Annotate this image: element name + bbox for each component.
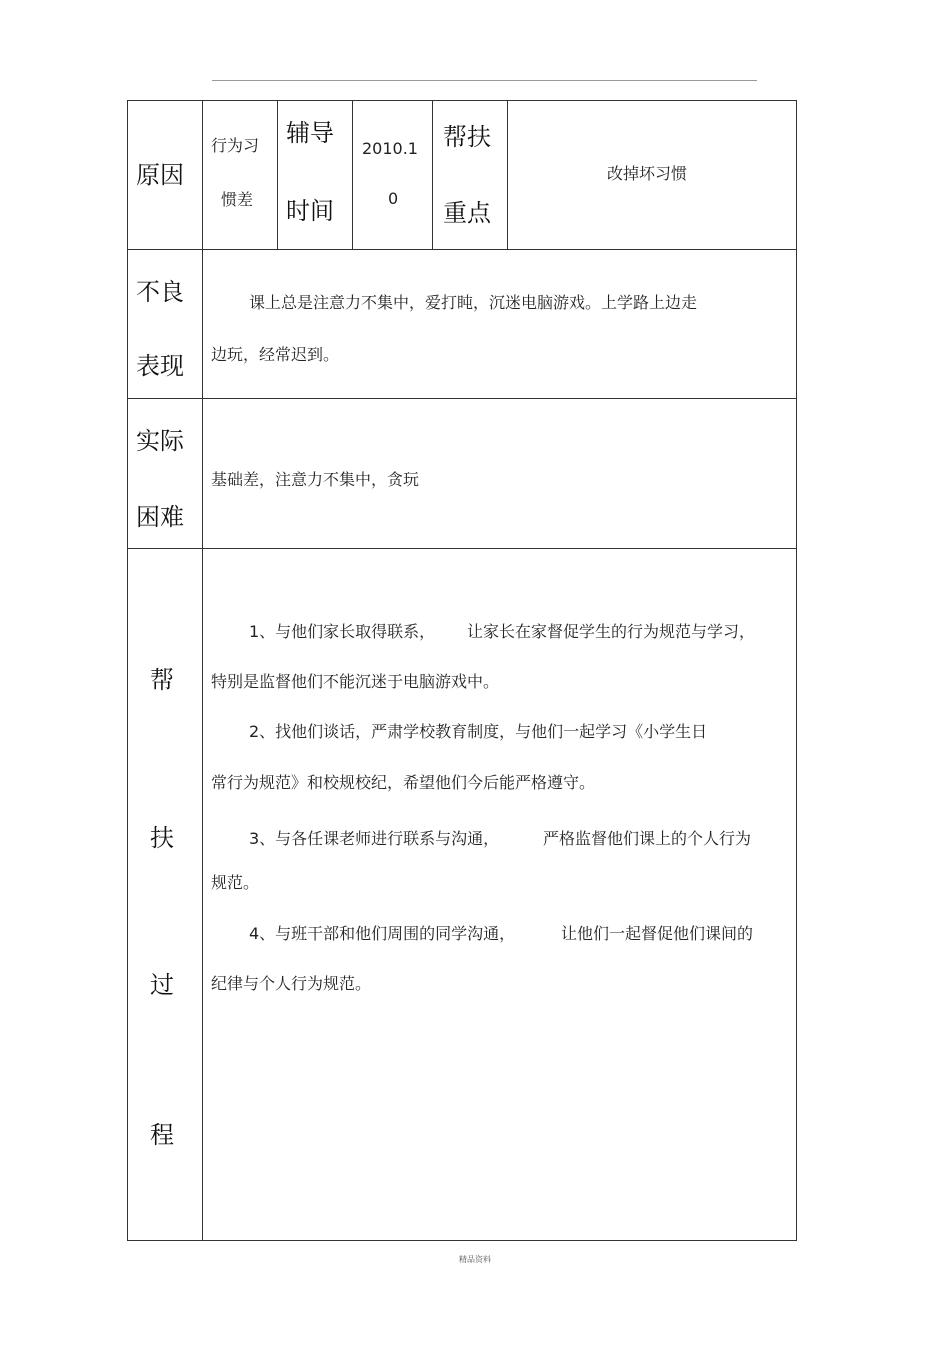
process-item-2-line2: 常行为规范》和校规校纪，希望他们今后能严格遵守。 xyxy=(211,773,596,792)
process-label-char-3: 过 xyxy=(150,971,174,999)
reason-value-line1: 行为习 xyxy=(211,136,260,155)
process-item-1-line1a: 1、与他们家长取得联系， xyxy=(249,622,436,641)
bad-behavior-label-line1: 不良 xyxy=(136,278,184,306)
process-label-cell xyxy=(128,549,203,1240)
process-item-3-line1a: 3、与各任课老师进行联系与沟通， xyxy=(249,829,500,848)
process-item-1-line1b: 让家长在家督促学生的行为规范与学习， xyxy=(467,622,756,641)
footer-label: 精品资料 xyxy=(459,1255,491,1264)
assistance-record-table xyxy=(127,100,797,1241)
bad-behavior-text-cell xyxy=(203,250,797,399)
process-item-3-line1b: 严格监督他们课上的个人行为 xyxy=(543,829,752,848)
process-item-4-line1a: 4、与班干部和他们周围的同学沟通， xyxy=(249,924,516,943)
process-item-1-line2: 特别是监督他们不能沉迷于电脑游戏中。 xyxy=(211,672,500,691)
bad-behavior-text-line2: 边玩，经常迟到。 xyxy=(211,345,340,364)
focus-value-cell xyxy=(508,101,797,250)
bad-behavior-text-line1: 课上总是注意力不集中，爱打盹，沉迷电脑游戏。上学路上边走 xyxy=(249,293,698,312)
process-label-char-2: 扶 xyxy=(150,824,174,852)
process-item-4-line1b: 让他们一起督促他们课间的 xyxy=(561,924,754,943)
reason-label-cell xyxy=(128,101,203,250)
process-label-char-1: 帮 xyxy=(150,666,174,694)
difficulty-label-line2: 困难 xyxy=(136,503,184,531)
tutor-time-label-line1: 辅导 xyxy=(286,119,334,147)
tutor-time-label-cell xyxy=(278,101,353,250)
difficulty-label-cell xyxy=(128,399,203,549)
process-item-2-line1: 2、找他们谈话，严肃学校教育制度，与他们一起学习《小学生日 xyxy=(249,722,708,741)
difficulty-label-line1: 实际 xyxy=(136,427,184,455)
focus-label-line2: 重点 xyxy=(443,199,491,227)
bad-behavior-label-cell xyxy=(128,250,203,399)
process-label-char-4: 程 xyxy=(150,1121,174,1149)
focus-value: 改掉坏习惯 xyxy=(607,164,688,183)
reason-value-line2: 惯差 xyxy=(221,190,254,209)
reason-value-cell xyxy=(203,101,278,250)
tutor-time-label-line2: 时间 xyxy=(286,197,334,225)
process-item-4-line2: 纪律与个人行为规范。 xyxy=(211,974,372,993)
top-rule xyxy=(212,80,757,81)
bad-behavior-label-line2: 表现 xyxy=(136,352,184,380)
focus-label-line1: 帮扶 xyxy=(443,123,491,151)
difficulty-text-cell xyxy=(203,399,797,549)
reason-label: 原因 xyxy=(136,161,184,189)
difficulty-text: 基础差，注意力不集中，贪玩 xyxy=(211,470,420,489)
process-item-3-line2: 规范。 xyxy=(211,873,260,892)
tutor-time-value-line2: 0 xyxy=(388,189,399,208)
tutor-time-value-line1: 2010.1 xyxy=(362,139,418,158)
tutor-time-value-cell xyxy=(353,101,433,250)
process-text-cell xyxy=(203,549,797,1240)
focus-label-cell xyxy=(433,101,508,250)
